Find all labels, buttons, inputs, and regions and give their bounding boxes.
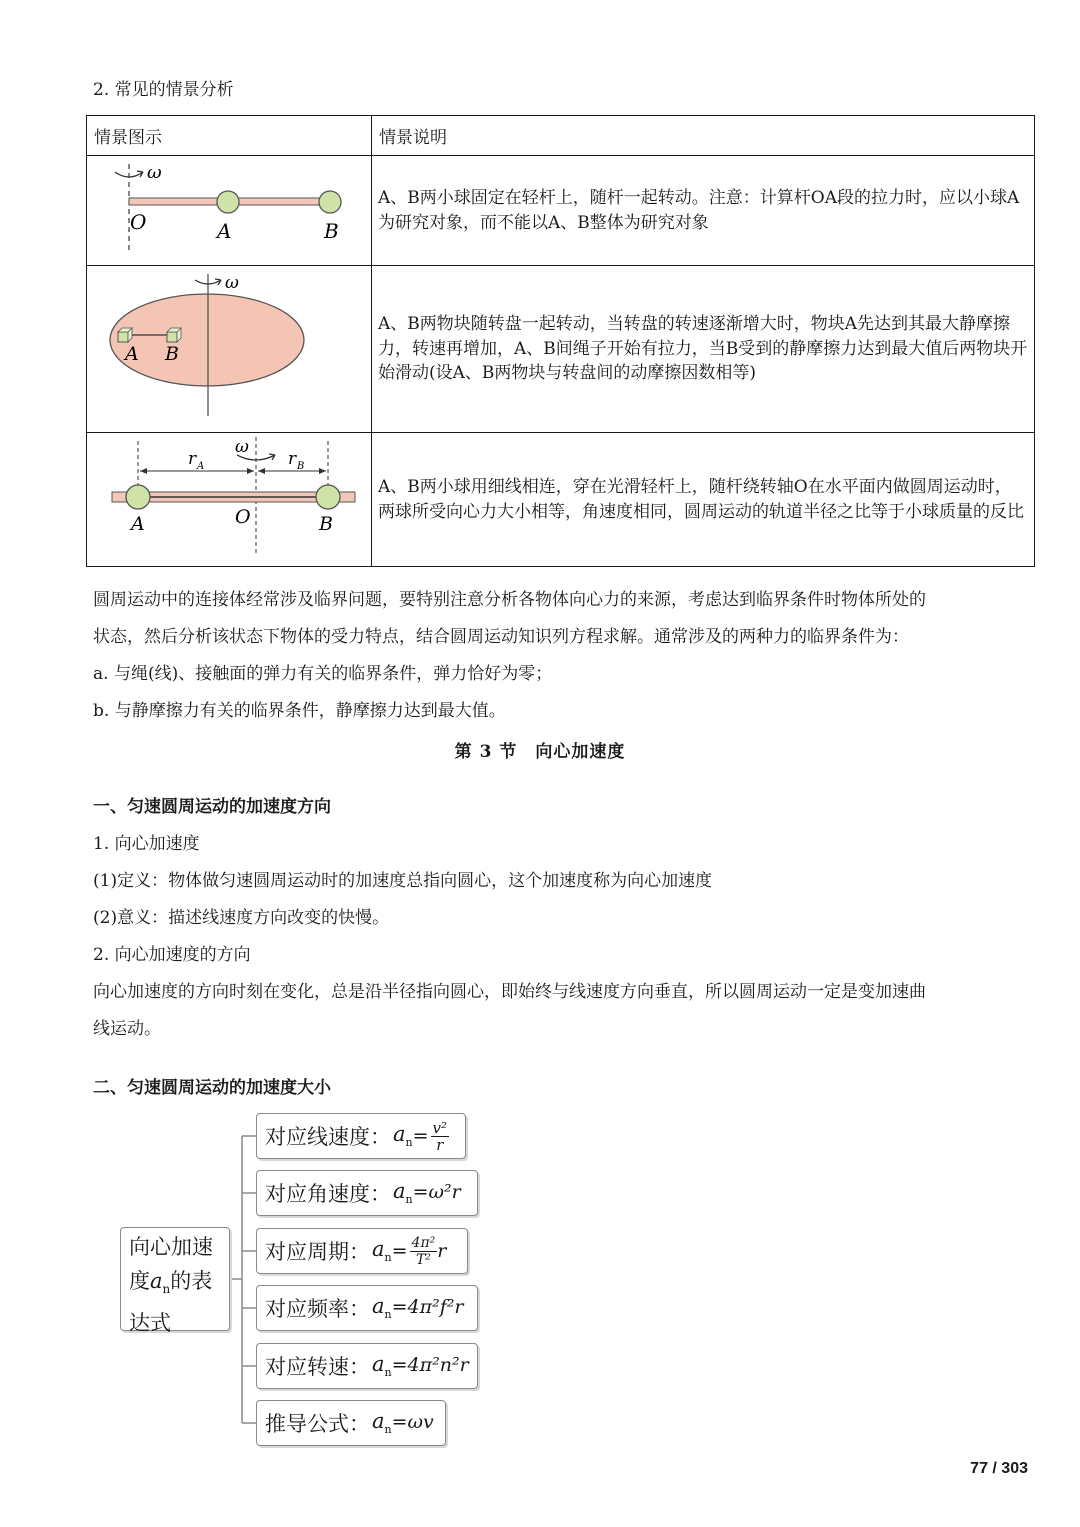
radius-b-label: r: [288, 449, 297, 469]
subheading: 1. 向心加速度: [93, 834, 200, 854]
label-o: O: [235, 506, 251, 528]
label-a: A: [125, 343, 139, 365]
omega-label: ω: [225, 273, 239, 293]
omega-label: ω: [147, 162, 162, 183]
fraction: $\frac{\text{v²}}{r}$: [432, 1118, 448, 1154]
label-b: B: [319, 513, 333, 535]
section-title: 第 3 节 向心加速度: [454, 742, 626, 762]
label-o: O: [130, 210, 147, 234]
label-a: A: [217, 219, 232, 243]
heading-part1: 一、匀速圆周运动的加速度方向: [93, 797, 331, 817]
radius-a-subscript: A: [197, 461, 205, 472]
label-b: B: [324, 219, 339, 243]
label-b: B: [165, 343, 179, 365]
fraction: $\frac{\text{4π²}}{\text{T²}}$: [411, 1234, 436, 1268]
mindmap-branch-period: 对应周期： $a_n$ = $\frac{\text{4π²}}{\text{T²}}$ r: [256, 1228, 468, 1274]
page-number: 77 / 303: [970, 1460, 1028, 1477]
mindmap-branch-derived-formula: 推导公式： $a_n=\omega v$: [256, 1400, 446, 1446]
description-rod: A、B两小球固定在轻杆上，随杆一起转动。注意：计算杆OA段的拉力时，应以小球A为研究对象，而不能以A、B整体为研究对象: [372, 156, 1035, 266]
radius-b-subscript: B: [297, 461, 305, 472]
paragraph-line: 状态，然后分析该状态下物体的受力特点，结合圆周运动知识列方程求解。通常涉及的两种力的临界条件为：: [93, 627, 909, 647]
mindmap-branch-angular-velocity: 对应角速度： $a_n=\omega^2r$: [256, 1170, 478, 1216]
radius-a-label: r: [188, 449, 197, 469]
omega-label: ω: [235, 437, 249, 457]
description-turntable: A、B两物块随转盘一起转动，当转盘的转速逐渐增大时，物块A先达到其最大静摩擦力，转速再增加，A、B间绳子开始有拉力，当B受到的静摩擦力达到最大值后两物块开始滑动(设A、B两物块与转盘间的动摩擦因数相等): [372, 266, 1035, 433]
list-item-b: b. 与静摩擦力有关的临界条件，静摩擦力达到最大值。: [93, 701, 506, 721]
paragraph-line: 线运动。: [93, 1019, 161, 1039]
list-item-a: a. 与绳(线)、接触面的弹力有关的临界条件，弹力恰好为零；: [93, 664, 553, 684]
section-intro: 2. 常见的情景分析: [93, 80, 234, 100]
paragraph-line: 圆周运动中的连接体经常涉及临界问题，要特别注意分析各物体向心力的来源，考虑达到临界条件时物体所处的: [93, 590, 926, 610]
subheading: 2. 向心加速度的方向: [93, 945, 251, 965]
table-header-diagram: 情景图示: [87, 116, 372, 156]
heading-part2: 二、匀速圆周运动的加速度大小: [93, 1078, 331, 1098]
paragraph-line: 向心加速度的方向时刻在变化，总是沿半径指向圆心，即始终与线速度方向垂直，所以圆周运动一定是变加速曲: [93, 982, 926, 1002]
description-string: A、B两小球用细线相连，穿在光滑轻杆上，随杆绕转轴O在水平面内做圆周运动时，两球所受向心力大小相等，角速度相同，圆周运动的轨道半径之比等于小球质量的反比: [372, 433, 1035, 567]
mindmap-branch-frequency: 对应频率： $a_n=4\pi^2f^2r$: [256, 1285, 478, 1331]
label-a: A: [131, 513, 145, 535]
definition-line: (1)定义：物体做匀速圆周运动时的加速度总指向圆心，这个加速度称为向心加速度: [93, 871, 713, 891]
mindmap-branch-rotational-speed: 对应转速： $a_n=4\pi^2n^2r$: [256, 1343, 478, 1389]
meaning-line: (2)意义：描述线速度方向改变的快慢。: [93, 908, 390, 928]
mindmap-root: 向心加速 度$a_n$的表 达式: [120, 1227, 230, 1331]
table-header-description: 情景说明: [372, 116, 1035, 156]
mindmap-branch-linear-velocity: 对应线速度： $a_n$ = $\frac{\text{v²}}{r}$: [256, 1113, 466, 1159]
